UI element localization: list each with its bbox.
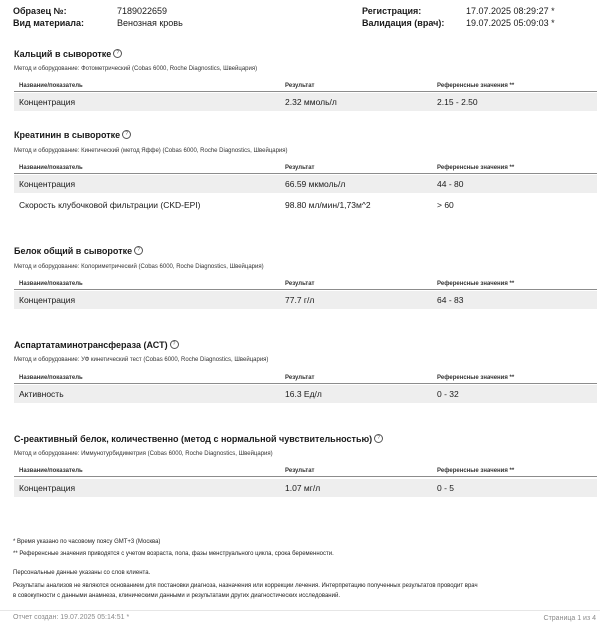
row-reference: > 60 [437,200,454,210]
row-result: 1.07 мг/л [285,483,321,493]
sample-number: 7189022659 [117,6,168,16]
row-reference: 0 - 32 [437,389,459,399]
sample-label: Образец №: [13,6,67,16]
info-icon[interactable]: ? [374,434,383,443]
column-header-reference: Референсные значения ** [437,375,515,381]
page-number: Страница 1 из 4 [543,615,596,622]
footer-divider [0,610,600,611]
column-header-reference: Референсные значения ** [437,83,515,89]
row-name: Концентрация [19,483,76,493]
column-header-result: Результат [285,375,315,381]
material-label: Вид материала: [13,18,84,28]
column-header-name: Название/показатель [19,83,83,89]
method-text: Метод и оборудование: Колориметрический (Cobas 6000, Roche Diagnostics, Швейцария) [14,264,264,270]
header-divider [14,91,597,92]
row-name: Концентрация [19,179,76,189]
personal-data-note: Персональные данные указаны со слов клиента. [13,570,151,576]
column-header-name: Название/показатель [19,375,83,381]
info-icon[interactable]: ? [122,130,131,139]
column-header-reference: Референсные значения ** [437,468,515,474]
row-result: 66.59 мкмоль/л [285,179,346,189]
row-name: Концентрация [19,97,76,107]
reference-footnote: ** Референсные значения приводятся с учетом возраста, пола, фазы менструального цикла, срока беременности. [13,551,334,557]
method-text: Метод и оборудование: УФ кинетический тест (Cobas 6000, Roche Diagnostics, Швейцария) [14,357,269,363]
header-divider [14,173,597,174]
section-title: С-реактивный белок, количественно (метод с нормальной чувствительностью) ? [14,434,383,444]
row-result: 77.7 г/л [285,295,315,305]
column-header-name: Название/показатель [19,165,83,171]
info-icon[interactable]: ? [113,49,122,58]
section-title: Белок общий в сыворотке ? [14,246,143,256]
registration-value: 17.07.2025 08:29:27 * [466,6,555,16]
row-result: 98.80 мл/мин/1,73м^2 [285,200,371,210]
row-reference: 0 - 5 [437,483,455,493]
disclaimer-line-1: Результаты анализов не являются основанием для постановки диагноза, назначения или коррекции лечения. Интерпретацию полученных результатов проводит врач [13,583,478,589]
column-header-reference: Референсные значения ** [437,281,515,287]
registration-label: Регистрация: [362,6,422,16]
column-header-result: Результат [285,83,315,89]
table-row [14,93,597,111]
row-reference: 64 - 83 [437,295,464,305]
table-row [14,385,597,403]
table-row [14,479,597,497]
time-footnote: * Время указано по часовому поясу GMT+3 (Москва) [13,539,161,545]
row-name: Активность [19,389,64,399]
info-icon[interactable]: ? [170,340,179,349]
row-reference: 44 - 80 [437,179,464,189]
row-result: 2.32 ммоль/л [285,97,337,107]
validation-value: 19.07.2025 05:09:03 * [466,18,555,28]
column-header-name: Название/показатель [19,468,83,474]
material-value: Венозная кровь [117,18,183,28]
disclaimer-line-2: в совокупности с данными анамнеза, клиническими данными и результатами других диагностических исследований. [13,593,340,599]
column-header-result: Результат [285,165,315,171]
column-header-result: Результат [285,281,315,287]
validation-label: Валидация (врач): [362,18,445,28]
column-header-reference: Референсные значения ** [437,165,515,171]
row-name: Скорость клубочковой фильтрации (CKD-EPI) [19,200,201,210]
report-created: Отчет создан: 19.07.2025 05:14:51 * [13,614,130,621]
method-text: Метод и оборудование: Фотометрический (Cobas 6000, Roche Diagnostics, Швейцария) [14,66,258,72]
row-result: 16.3 Ед/л [285,389,322,399]
header-divider [14,289,597,290]
row-reference: 2.15 - 2.50 [437,97,478,107]
method-text: Метод и оборудование: Иммунотурбидиметрия (Cobas 6000, Roche Diagnostics, Швейцария) [14,451,273,457]
method-text: Метод и оборудование: Кинетический (метод Яффе) (Cobas 6000, Roche Diagnostics, Швейцария) [14,148,288,154]
table-row [14,291,597,309]
column-header-result: Результат [285,468,315,474]
header-divider [14,383,597,384]
header-divider [14,476,597,477]
section-title: Креатинин в сыворотке ? [14,130,131,140]
row-name: Концентрация [19,295,76,305]
info-icon[interactable]: ? [134,246,143,255]
table-row [14,196,597,214]
table-row [14,175,597,193]
section-title: Кальций в сыворотке ? [14,49,122,59]
column-header-name: Название/показатель [19,281,83,287]
section-title: Аспартатаминотрансфераза (АСТ) ? [14,340,179,350]
